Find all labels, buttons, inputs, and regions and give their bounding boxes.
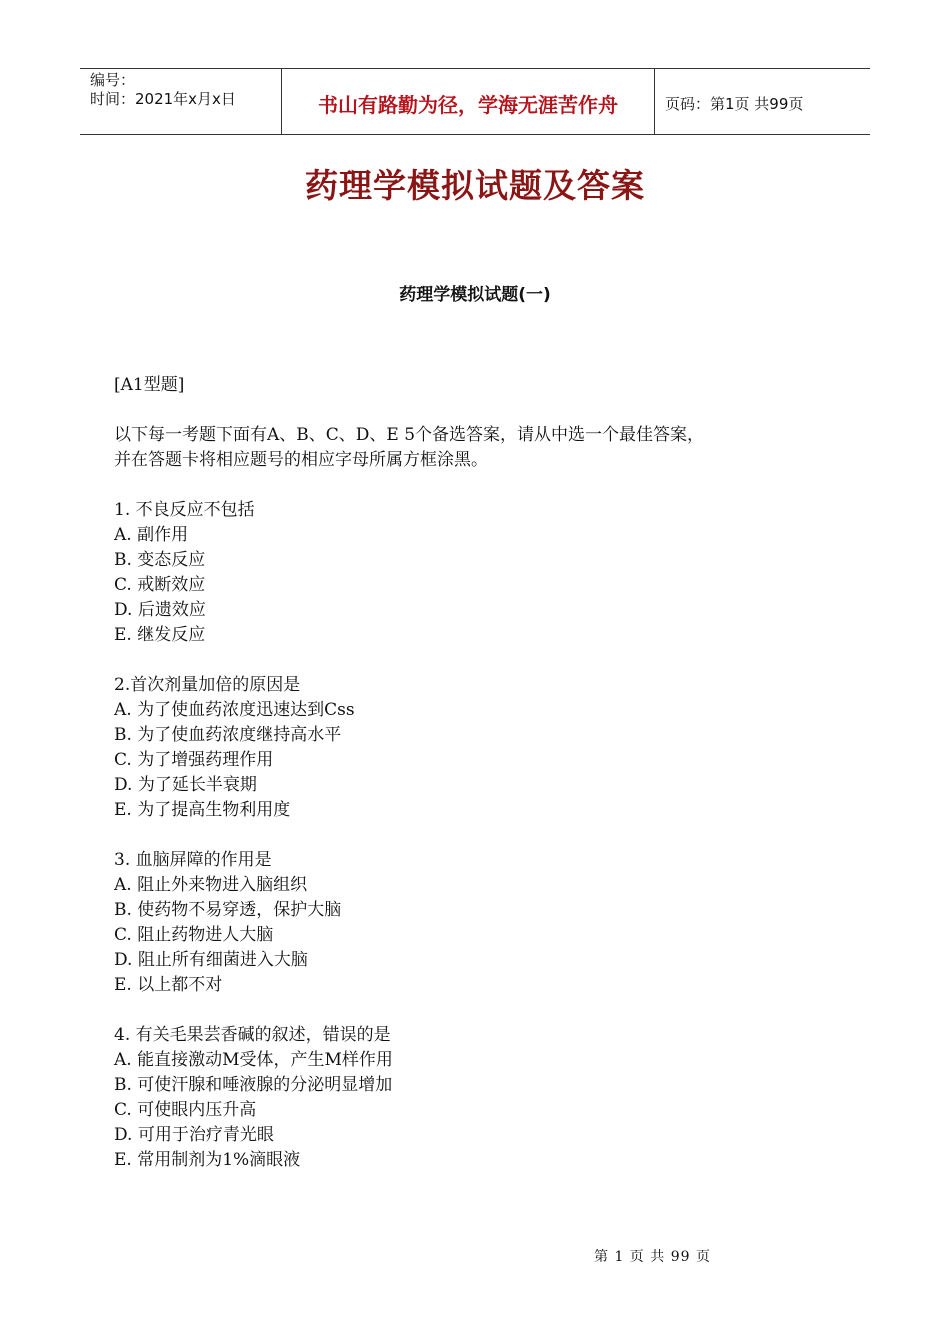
question-option: C. 为了增强药理作用 [114,750,274,770]
question-stem: 1. 不良反应不包括 [114,500,255,520]
question-option: B. 变态反应 [114,550,206,570]
instructions [114,423,834,473]
page-footer: 第 1 页 共 99 页 [594,1249,711,1265]
question-option: D. 为了延长半衰期 [114,775,257,795]
header-motto: 书山有路勤为径，学海无涯苦作舟 [282,69,655,134]
question-stem: 4. 有关毛果芸香碱的叙述，错误的是 [114,1025,391,1045]
question-option: A. 能直接激动M受体，产生M样作用 [114,1050,393,1070]
question-2 [114,673,834,823]
time-label: 时间：2021年x月x日 [90,90,236,108]
instructions-line: 以下每一考题下面有A、B、C、D、E 5个备选答案，请从中选一个最佳答案， [114,425,705,445]
question-option: A. 阻止外来物进入脑组织 [114,875,308,895]
header-page-info: 页码：第1页 共99页 [665,95,804,113]
instructions-line: 并在答题卡将相应题号的相应字母所属方框涂黑。 [114,450,488,470]
document-body [114,373,834,1198]
question-option: C. 戒断效应 [114,575,206,595]
page-header [80,68,870,135]
number-label: 编号： [90,71,136,89]
question-option: C. 阻止药物进人大脑 [114,925,274,945]
question-option: A. 副作用 [114,525,189,545]
document-subtitle: 药理学模拟试题(一) [399,285,551,305]
section-label: [A1型题] [114,375,185,395]
question-option: B. 使药物不易穿透，保护大脑 [114,900,342,920]
question-option: B. 为了使血药浓度继持高水平 [114,725,342,745]
header-meta [80,69,282,134]
question-option: E. 为了提高生物利用度 [114,800,291,820]
question-option: A. 为了使血药浓度迅速达到Css [114,700,355,720]
question-option: D. 阻止所有细菌进入大脑 [114,950,308,970]
question-option: E. 继发反应 [114,625,206,645]
document-title: 药理学模拟试题及答案 [305,166,645,205]
question-option: E. 常用制剂为1%滴眼液 [114,1150,301,1170]
question-option: B. 可使汗腺和唾液腺的分泌明显增加 [114,1075,393,1095]
question-option: D. 后遗效应 [114,600,206,620]
question-option: E. 以上都不对 [114,975,223,995]
question-3 [114,848,834,998]
question-4 [114,1023,834,1173]
question-1 [114,498,834,648]
question-option: D. 可用于治疗青光眼 [114,1125,274,1145]
question-stem: 3. 血脑屏障的作用是 [114,850,272,870]
question-option: C. 可使眼内压升高 [114,1100,257,1120]
question-stem: 2.首次剂量加倍的原因是 [114,675,301,695]
